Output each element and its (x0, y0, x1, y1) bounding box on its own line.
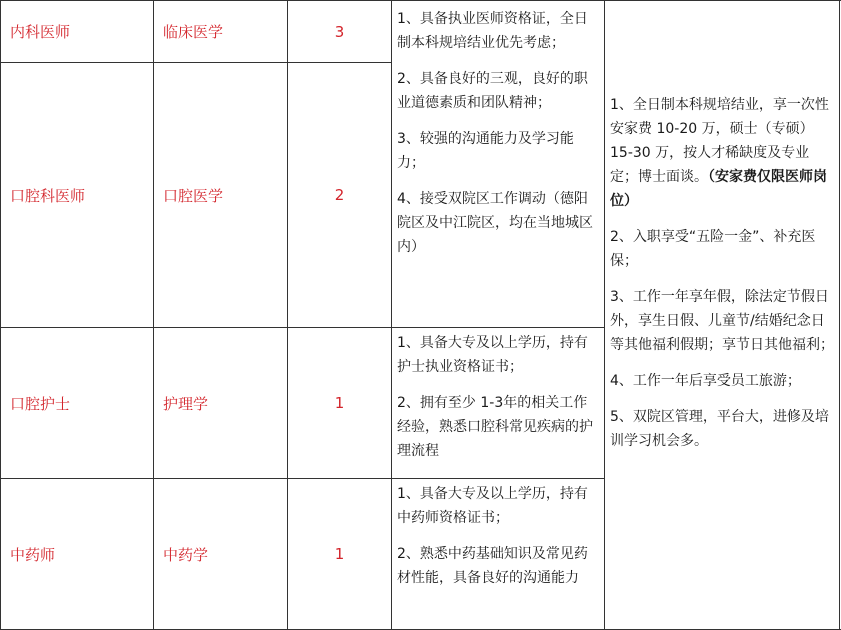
major-cell: 中药学 (163, 545, 209, 564)
position-cell: 中药师 (10, 545, 56, 564)
count-cell: 1 (334, 545, 345, 563)
requirement-item: 2、拥有至少 1-3年的相关工作经验，熟悉口腔科常见疾病的护理流程 (397, 395, 593, 459)
requirement-item: 1、具备执业医师资格证，全日制本科规培结业优先考虑； (397, 11, 588, 51)
requirement-item: 3、较强的沟通能力及学习能力； (397, 131, 574, 171)
col-border-right (839, 0, 840, 630)
major-cell: 护理学 (163, 394, 209, 413)
col-divider-3 (391, 0, 392, 630)
benefit-item (610, 93, 834, 213)
count-cell: 1 (334, 394, 345, 412)
benefit-item: 4、工作一年后享受员工旅游； (610, 373, 801, 389)
requirements-pharmacist (397, 482, 601, 590)
requirement-item: 2、具备良好的三观，良好的职业道德素质和团队精神； (397, 71, 588, 111)
col-border-left (0, 0, 1, 630)
col-divider-1 (153, 0, 154, 630)
requirement-item: 4、接受双院区工作调动（德阳院区及中江院区，均在当地城区内） (397, 191, 593, 255)
requirement-item: 1、具备大专及以上学历，持有护士执业资格证书； (397, 335, 588, 375)
benefit-item: 2、入职享受“五险一金”、补充医保； (610, 229, 816, 269)
major-cell: 口腔医学 (163, 186, 224, 205)
requirements-nurse (397, 331, 601, 463)
col-divider-4 (604, 0, 605, 630)
count-cell: 2 (334, 186, 345, 204)
benefit-item: 3、工作一年享年假，除法定节假日外，享生日假、儿童节/结婚纪念日等其他福利假期；享节日其他福利； (610, 289, 834, 353)
requirement-item: 2、熟悉中药基础知识及常见药材性能，具备良好的沟通能力 (397, 546, 588, 586)
position-cell: 口腔护士 (10, 394, 71, 413)
count-cell: 3 (334, 22, 345, 41)
requirements-doctors (397, 7, 601, 259)
benefit-item: 5、双院区管理，平台大，进修及培训学习机会多。 (610, 409, 829, 449)
position-cell: 口腔科医师 (10, 186, 86, 205)
major-cell: 临床医学 (163, 23, 224, 41)
position-cell: 内科医师 (10, 23, 71, 41)
requirement-item: 1、具备大专及以上学历，持有中药师资格证书； (397, 486, 588, 526)
benefits-column (610, 93, 834, 453)
benefit-text: 1、全日制本科规培结业，享一次性安家费 10-20 万，硕士（专硕）15-30 万，按人才稀缺度及专业定；博士面谈。 (610, 97, 829, 185)
benefit-note-bold: （安家费仅限医师岗位） (610, 169, 827, 209)
